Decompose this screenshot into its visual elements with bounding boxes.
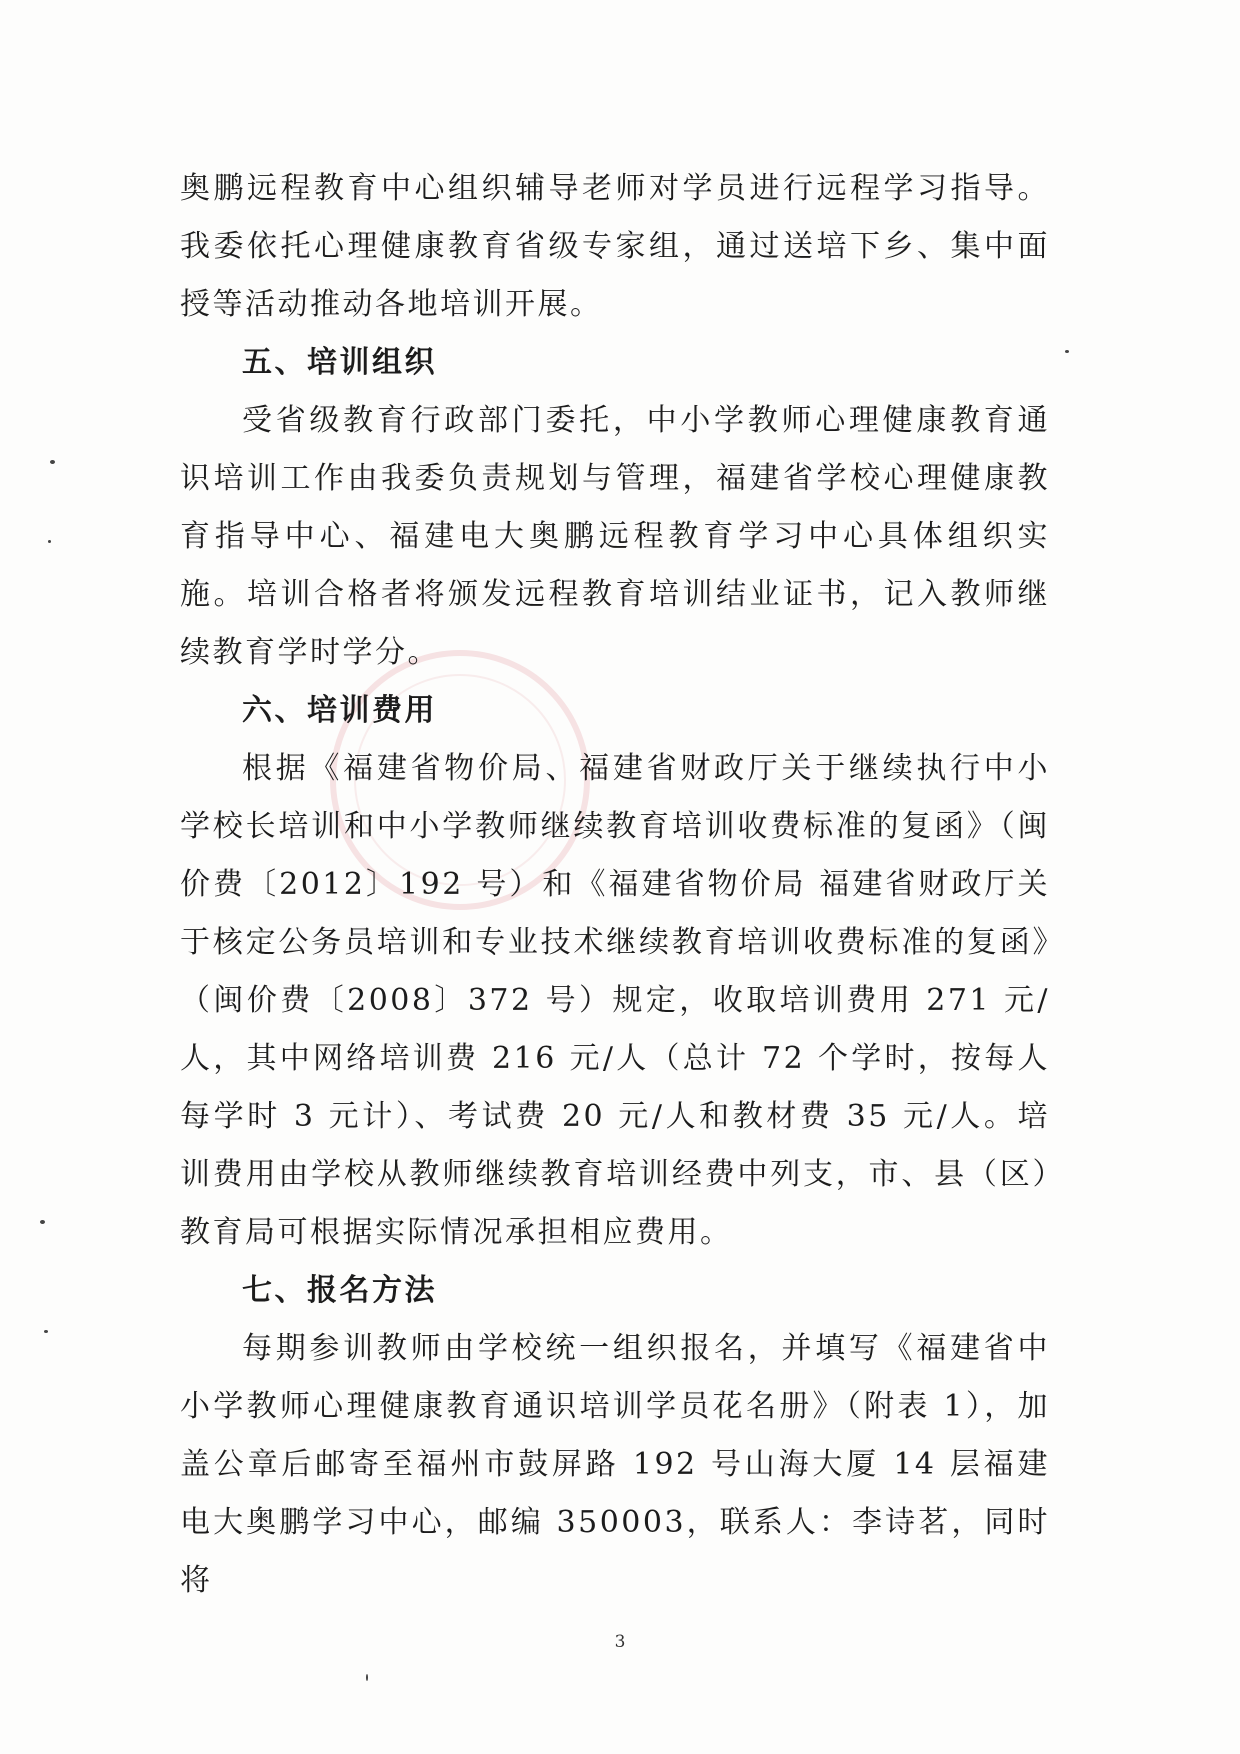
paragraph-training-organization: 受省级教育行政部门委托，中小学教师心理健康教育通识培训工作由我委负责规划与管理，福建省学校心理健康教育指导中心、福建电大奥鹏远程教育学习中心具体组织实施。培训合格者将颁发远程教育培训结业证书，记入教师继续教育学时学分。	[180, 403, 1050, 670]
scan-speck	[1065, 350, 1069, 353]
section-heading-training-organization: 五、培训组织	[242, 345, 437, 380]
scan-speck	[48, 540, 51, 543]
paragraph-remote-guidance: 奥鹏远程教育中心组织辅导老师对学员进行远程学习指导。我委依托心理健康教育省级专家组，通过送培下乡、集中面授等活动推动各地培训开展。	[180, 171, 1050, 322]
scan-speck	[40, 1220, 45, 1224]
section-heading-registration-method: 七、报名方法	[242, 1273, 437, 1308]
paragraph-training-fees: 根据《福建省物价局、福建省财政厅关于继续执行中小学校长培训和中小学教师继续教育培训收费标准的复函》（闽价费〔2012〕192 号）和《福建省物价局 福建省财政厅关于核定公务员培训和专业技术继续教育培训收费标准的复函》（闽价费〔2008〕372 号）规定，收取培训费用 271 元/人，其中网络培训费 216 元/人（总计 72 个学时，按每人每学时 3 元计）、考试费 20 元/人和教材费 35 元/人。培训费用由学校从教师继续教育培训经费中列支，市、县（区）教育局可根据实际情况承担相应费用。	[180, 751, 1050, 1250]
scan-speck	[50, 460, 55, 464]
document-body	[180, 160, 1050, 1610]
scan-speck	[44, 1330, 48, 1333]
paragraph-registration-method: 每期参训教师由学校统一组织报名，并填写《福建省中小学教师心理健康教育通识培训学员花名册》（附表 1），加盖公章后邮寄至福州市鼓屏路 192 号山海大厦 14 层福建电大奥鹏学习中心，邮编 350003，联系人：李诗茗，同时将	[180, 1331, 1050, 1598]
section-heading-training-fees: 六、培训费用	[242, 693, 437, 728]
scan-speck	[366, 1674, 368, 1681]
page-number: 3	[614, 1632, 626, 1652]
